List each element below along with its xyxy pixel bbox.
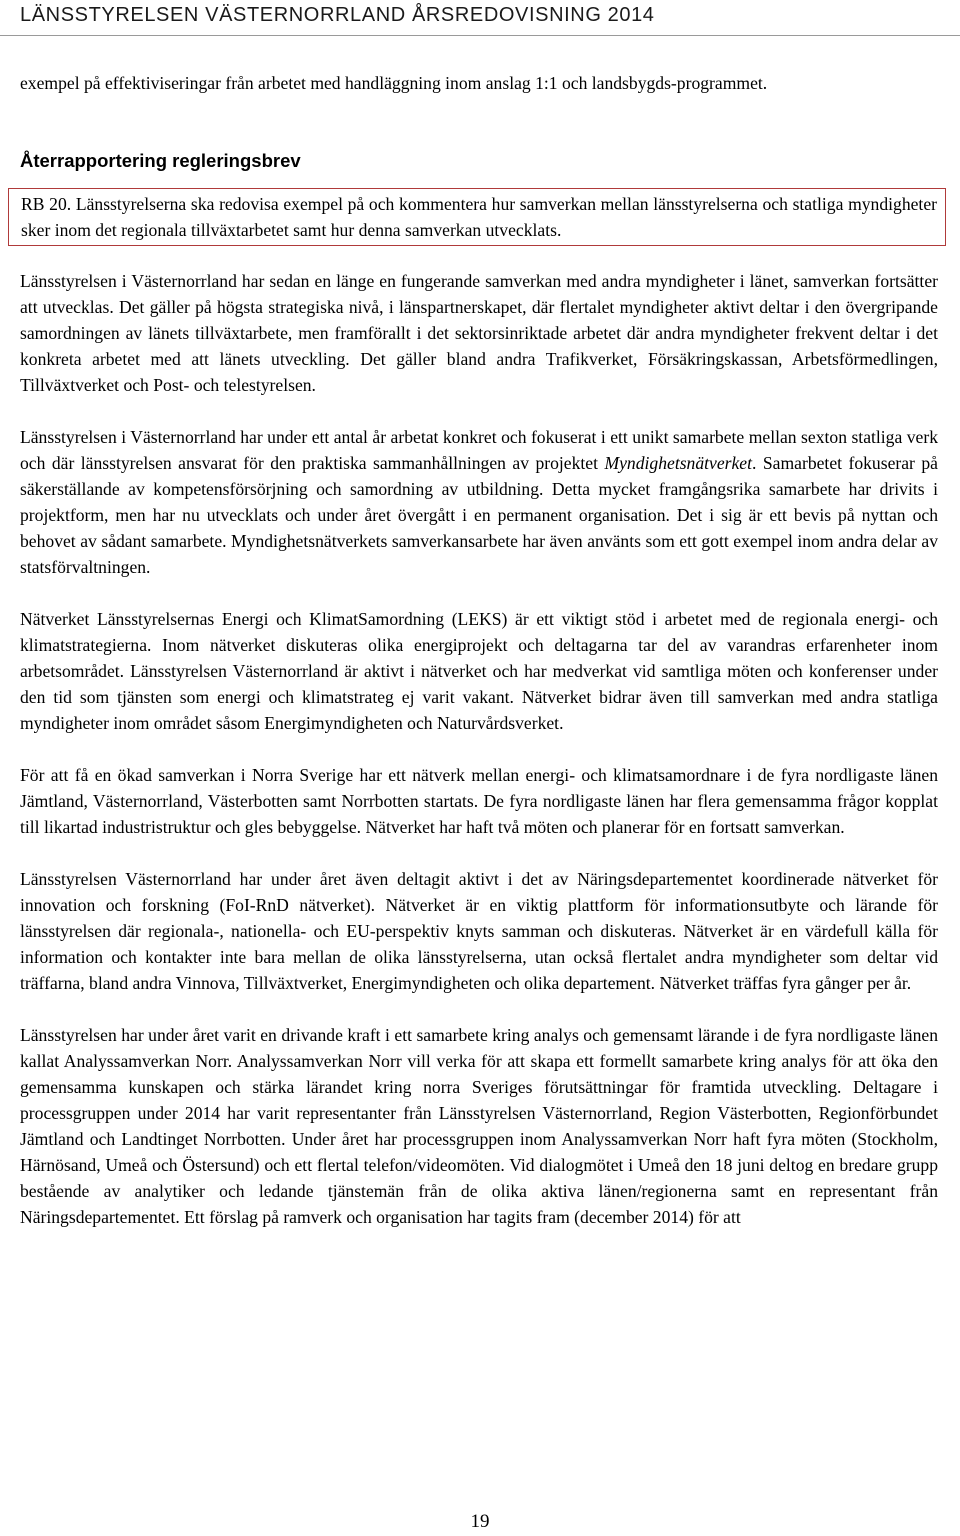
- page-number: 19: [470, 1511, 490, 1532]
- paragraph-2-italic: Myndighetsnätverket: [604, 453, 753, 473]
- paragraph-1: Länsstyrelsen i Västernorrland har sedan en länge en fungerande samverkan med andra myndigheter i länet, samverkan fortsätter att utvecklas. Det gäller på högsta strategiska nivå, i länspartnerskapet, där flertalet myndigheter aktivt deltar i den övergripande samordningen av länets tillväxtarbete, men framförallt i det sektorsinriktade arbetet där andra myndigheter frekvent deltar i det konkreta arbetet med att länets utveckling. Det gäller bland andra Trafikverket, Försäkringskassan, Arbetsförmedlingen, Tillväxtverket och Post- och telestyrelsen.: [20, 271, 938, 395]
- paragraph-2-end: . Samarbetet fokuserar på säkerställande av kompetensförsörjning och samordning av utbildning. Detta mycket framgångsrika samarbete har drivits i projektform, men har nu utvecklats och under året övergått i en permanent organisation. Det i sig är ett bevis på nyttan och behovet av sådant samarbete. Myndighetsnätverkets samverkansarbete har även använts som ett gott exempel inom andra delar av statsförvaltningen.: [20, 453, 938, 577]
- paragraph-5: Länsstyrelsen Västernorrland har under året även deltagit aktivt i det av Näringsdepartementet koordinerade nätverket för innovation och forskning (FoI-RnD nätverket). Nätverket är en viktig plattform för informationsutbyte och lärande för länsstyrelsen där regionala-, nationella- och EU-perspektiv knyts samman och diskuteras. Nätverket är en värdefull källa för information och kontakter inte bara mellan de olika länsstyrelserna, utan också flertalet andra myndigheter som deltar vid träffarna, bland andra Vinnova, Tillväxtverket, Energimyndigheten och olika departement. Nätverket träffas fyra gånger per år.: [20, 869, 938, 993]
- paragraph-6: Länsstyrelsen har under året varit en drivande kraft i ett samarbete kring analys och gemensamt lärande i de fyra nordligaste länen kallat Analyssamverkan Norr. Analyssamverkan Norr vill verka för att skapa ett formellt samarbete kring analys för att öka den gemensamma kunskapen och stärka lärandet kring norra Sveriges förutsättningar för framtida utveckling. Deltagare i processgruppen under 2014 har varit representanter från Länsstyrelsen Västernorrland, Region Västerbotten, Regionförbundet Jämtland och Landtinget Norrbotten. Under året har processgruppen inom Analyssamverkan Norr haft fyra möten (Stockholm, Härnösand, Umeå och Östersund) och ett flertal telefon/videomöten. Vid dialogmötet i Umeå den 18 juni deltog en bredare grupp bestående av analytiker och ledande tjänstemän från de olika aktiva länen/regionerna samt en representant från Näringsdepartementet. Ett förslag på ramverk och organisation har tagits fram (december 2014) för att: [20, 1025, 938, 1227]
- paragraph-4: För att få en ökad samverkan i Norra Sverige har ett nätverk mellan energi- och klimatsamordnare i de fyra nordligaste länen Jämtland, Västernorrland, Västerbotten samt Norrbotten startats. De fyra nordligaste länen har flera gemensamma frågor kopplat till likartad industristruktur och gles bebyggelse. Nätverket har haft två möten och planerar för en fortsatt samverkan.: [20, 765, 938, 837]
- running-header: LÄNSSTYRELSEN VÄSTERNORRLAND ÅRSREDOVISNING 2014: [20, 4, 655, 26]
- paragraph-2-start: Länsstyrelsen i Västernorrland har under ett antal år arbetat konkret och fokuserat i ett unikt samarbete mellan sexton statliga verk och där länsstyrelsen ansvarat för den praktiska sammanhållningen av projektet: [20, 427, 938, 473]
- paragraph-2: [20, 424, 938, 580]
- intro-paragraph: exempel på effektiviseringar från arbetet med handläggning inom anslag 1:1 och landsbygds-programmet.: [20, 73, 768, 93]
- regleringsbrev-text: RB 20. Länsstyrelserna ska redovisa exempel på och kommentera hur samverkan mellan länsstyrelserna och statliga myndigheter sker inom det regionala tillväxtarbetet samt hur denna samverkan utvecklats.: [21, 194, 937, 240]
- section-heading: Återrapportering regleringsbrev: [20, 150, 301, 171]
- regleringsbrev-box: [8, 188, 946, 246]
- header-divider: [0, 35, 960, 36]
- page-content: [20, 70, 938, 1230]
- paragraph-3: Nätverket Länsstyrelsernas Energi och KlimatSamordning (LEKS) är ett viktigt stöd i arbetet med de regionala energi- och klimatstrategierna. Inom nätverket diskuteras olika energiprojekt och deltagarna tar del av varandras erfarenheter inom arbetsområdet. Länsstyrelsen Västernorrland är aktivt i nätverket och har medverkat vid samtliga möten och konferenser under den tid som tjänsten som energi och klimatstrateg ej varit vakant. Nätverket bidrar även till samverkan med andra statliga myndigheter inom området såsom Energimyndigheten och Naturvårdsverket.: [20, 609, 938, 733]
